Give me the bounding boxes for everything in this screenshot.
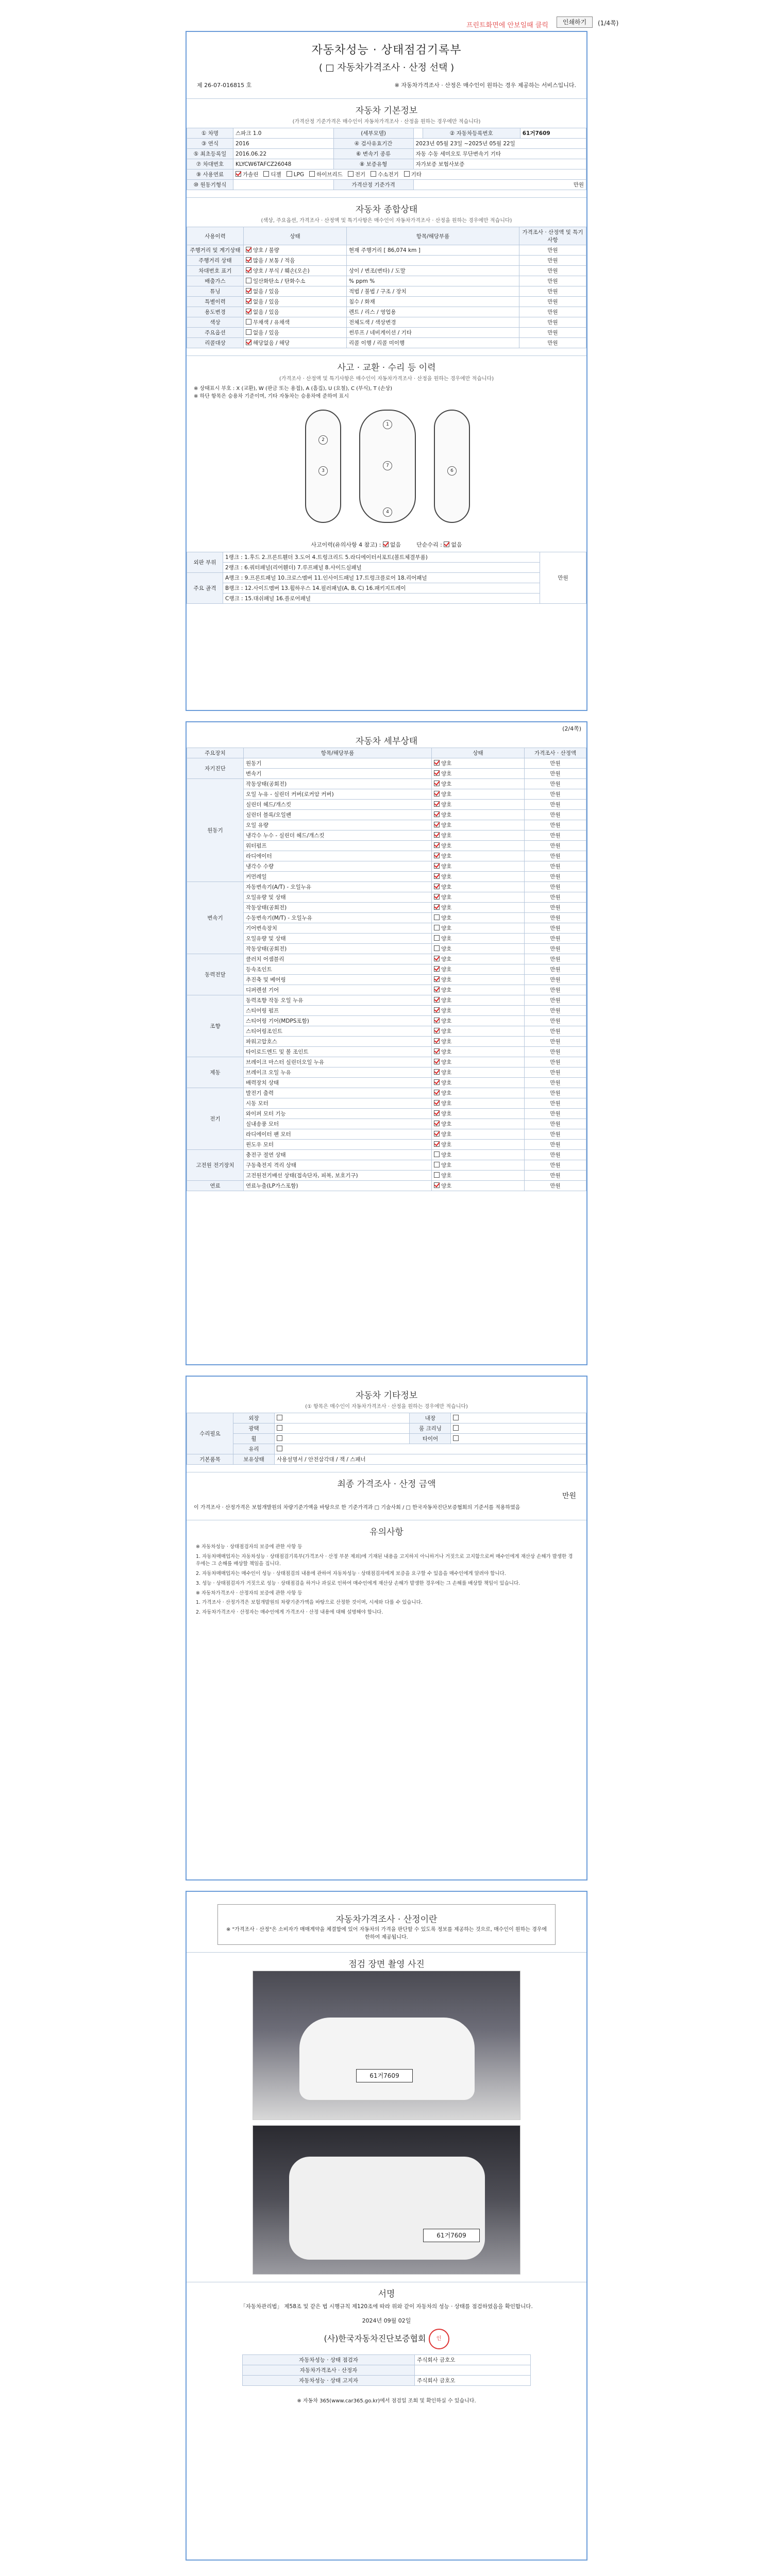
table-row: 냉각수 누수 - 실린더 헤드/개스킷 양호 만원 (187, 831, 586, 841)
checkbox-icon (246, 319, 251, 325)
table-row: 조향 동력조향 작동 오일 누유 양호 만원 (187, 995, 586, 1006)
checkbox-icon (246, 288, 251, 294)
checkbox-icon (434, 1110, 440, 1116)
table-row: 디퍼렌셜 기어 양호 만원 (187, 985, 586, 995)
table-row: ③ 연식 2016 ④ 검사유효기간 2023년 05월 23일 ~2025년 05월 22일 (187, 139, 586, 149)
table-row: 고전원전기배선 상태(접속단자, 피복, 보호기구) 양호 만원 (187, 1171, 586, 1181)
table-row: 유리 (187, 1444, 586, 1454)
table-row: 변속기 자동변속기(A/T) - 오일누유 양호 만원 (187, 882, 586, 892)
checkbox-icon (434, 1141, 440, 1147)
table-row: 등속조인트 양호 만원 (187, 964, 586, 975)
checkbox-icon (277, 1415, 282, 1420)
table-row: C랭크 : 15.대쉬패널 16.플로어패널 (187, 594, 586, 604)
accident-table (187, 552, 586, 604)
detail-title: 자동차 세부상태 (355, 736, 418, 747)
checkbox-icon (434, 935, 440, 941)
page-3 (186, 1376, 587, 1880)
table-row: 튜닝 없음 / 있음 적법 / 불법 / 구조 / 장치 만원 (187, 286, 586, 297)
panel-number: 2 (318, 435, 328, 445)
table-row: 배출가스 일산화탄소 / 탄화수소 % ppm % 만원 (187, 276, 586, 286)
page-4 (186, 1891, 587, 2561)
checkbox-icon (453, 1425, 459, 1431)
basic-info-title: 자동차 기본정보 (187, 98, 586, 116)
checkbox-icon (404, 171, 410, 177)
basic-info-table (187, 128, 586, 190)
valuation-intro-text: ※ "가격조사 · 산정"은 소비자가 매매계약을 체결함에 있어 자동차의 가격을 판단할 수 있도록 정보를 제공하는 것으로, 매수인이 원하는 경우에 한하여 제공됩니다. (226, 1927, 547, 1940)
page-indicator: (1/4쪽) (598, 20, 619, 27)
checkbox-icon (434, 1007, 440, 1013)
detail-table (187, 748, 586, 1191)
panel-number: 6 (447, 466, 457, 476)
checkbox-icon (434, 1131, 440, 1137)
valuation-intro-box (217, 1904, 556, 1945)
page-number: (2/4쪽) (562, 725, 581, 732)
table-row: 자기진단 원동기 양호 만원 (187, 758, 586, 769)
license-plate: 61거7609 (356, 2069, 413, 2082)
final-price-note: 이 가격조사 · 산정가격은 보험개발원의 차량기준가액을 바탕으로 한 기준가격과 □ 기술사회 / □ 한국자동차진단보증협회의 기준서를 적용하였음 (194, 1505, 520, 1511)
checkbox-icon (434, 884, 440, 889)
table-header-row: 사용이력 상태 항목/해당부품 가격조사 · 산정액 및 특기사항 (187, 227, 586, 245)
table-row: 오일유량 및 상태 양호 만원 (187, 934, 586, 944)
table-row: ① 차명 스파크 1.0 (세부모델) ② 자동차등록번호 61거7609 (187, 128, 586, 139)
table-row: 자동차성능 · 상태 점검자 주식회사 금호오 (243, 2355, 531, 2365)
etc-table (187, 1413, 586, 1465)
table-row: ⑤ 최초등록일 2016.06.22 ⑥ 변속기 종류 자동 수동 세미오토 무단변속기 기타 (187, 149, 586, 159)
table-row: ⑩ 원동기형식 가격산정 기준가격 만원 (187, 180, 586, 190)
fuel-options: 가솔린 디젤 LPG 하이브리드 전기 수소전기 기타 (233, 170, 586, 180)
table-row: 기어변속장치 양호 만원 (187, 923, 586, 934)
final-price-title: 최종 가격조사 · 산정 금액 (187, 1472, 586, 1489)
print-button[interactable]: 인쇄하기 (557, 16, 593, 28)
checkbox-icon (246, 309, 251, 314)
checkbox-icon (434, 956, 440, 961)
print-notice-link[interactable]: 프린트화면에 안보일때 클릭 (466, 22, 548, 29)
table-row: 제동 브레이크 마스터 실린더오일 누유 양호 만원 (187, 1057, 586, 1067)
panel-number: 3 (318, 466, 328, 476)
status-table (187, 227, 586, 348)
accident-note-1: ※ 상태표시 부호 : X (교환), W (판금 또는 용접), A (흠집), U (요철), C (부식), T (손상) (194, 386, 393, 392)
sign-date: 2024년 09월 02일 (362, 2317, 411, 2324)
checkbox-icon (434, 791, 440, 796)
table-row: 윈도우 모터 양호 만원 (187, 1140, 586, 1150)
table-row: 주요옵션 없음 / 있음 썬루프 / 네비게이션 / 기타 만원 (187, 328, 586, 338)
signer-table (242, 2354, 531, 2386)
checkbox-icon (287, 171, 292, 177)
table-row: 특별이력 없음 / 있음 침수 / 화재 만원 (187, 297, 586, 307)
table-row: 전기 발전기 출력 양호 만원 (187, 1088, 586, 1098)
accident-note-2: ※ 하단 항목은 승용차 기준이며, 기타 자동차는 승용차에 준하여 표시 (194, 394, 349, 399)
checkbox-icon (434, 945, 440, 951)
page-1 (186, 31, 587, 711)
checkbox-icon (434, 1151, 440, 1157)
final-price-value: 만원 (562, 1492, 576, 1500)
table-row: 수동변속기(M/T) - 오일누유 양호 만원 (187, 913, 586, 923)
table-row: 자동차성능 · 상태 고지자 주식회사 금호오 (243, 2376, 531, 2386)
checkbox-icon (277, 1425, 282, 1431)
table-row: 주요 골격 A랭크 : 9.프론트패널 10.크로스멤버 11.인사이드패널 17.트렁크플로어 18.리어패널 (187, 573, 586, 583)
checkbox-icon (246, 329, 251, 335)
checkbox-icon (246, 267, 251, 273)
checkbox-icon (434, 770, 440, 776)
table-row: 주행거리 상태 많음 / 보통 / 적음 만원 (187, 256, 586, 266)
checkbox-icon (434, 853, 440, 858)
checkbox-icon (434, 894, 440, 900)
checkbox-icon (277, 1446, 282, 1451)
valuation-intro-title: 자동차가격조사 · 산정이란 (335, 1914, 438, 1925)
document-head-note: ※ 자동차가격조사 · 산정은 매수인이 원하는 경우 제공하는 서비스입니다. (394, 82, 576, 89)
panel-number: 4 (383, 507, 392, 517)
table-row: 실린더 헤드/개스킷 양호 만원 (187, 800, 586, 810)
table-row: 추진축 및 베어링 양호 만원 (187, 975, 586, 985)
table-row: 리콜대상 해당없음 / 해당 리콜 이행 / 리콜 미이행 만원 (187, 338, 586, 348)
table-row: 오일유량 및 상태 양호 만원 (187, 892, 586, 903)
table-row: 스티어링 기어(MDPS포함) 양호 만원 (187, 1016, 586, 1026)
table-row: 실린더 블록/오일팬 양호 만원 (187, 810, 586, 820)
checkbox-icon (236, 171, 241, 177)
checkbox-icon (434, 1100, 440, 1106)
table-header-row: 주요장치 항목/해당부품 상태 가격조사 · 산정액 (187, 748, 586, 758)
table-row: 워터펌프 양호 만원 (187, 841, 586, 851)
table-row: 와이퍼 모터 기능 양호 만원 (187, 1109, 586, 1119)
table-row: 변속기 양호 만원 (187, 769, 586, 779)
basic-info-subtitle: (가격산정 기준가격은 매수인이 자동차가격조사 · 산정을 원하는 경우에만 적습니다) (292, 119, 481, 125)
document-header (187, 74, 586, 91)
checkbox-icon (434, 873, 440, 879)
checkbox-icon (434, 1090, 440, 1095)
checkbox-icon (434, 1038, 440, 1044)
checkbox-icon (277, 1435, 282, 1441)
rear-car-photo (253, 2125, 520, 2275)
table-row: 오일 누유 - 실린더 커버(로커암 커버) 양호 만원 (187, 789, 586, 800)
table-row: 시동 모터 양호 만원 (187, 1098, 586, 1109)
checkbox-icon (434, 1172, 440, 1178)
table-row: 실내송풍 모터 양호 만원 (187, 1119, 586, 1129)
table-row: 작동상태(공회전) 양호 만원 (187, 903, 586, 913)
table-row: 오일 유량 양호 만원 (187, 820, 586, 831)
checkbox-icon (434, 1069, 440, 1075)
table-row: 원동기 작동상태(공회전) 양호 만원 (187, 779, 586, 789)
table-row: 라디에이터 양호 만원 (187, 851, 586, 861)
checkbox-icon (453, 1415, 459, 1420)
table-row: 기본품목 보유상태 사용설명서 / 안전삼각대 / 잭 / 스패너 (187, 1454, 586, 1465)
checkbox-icon (309, 171, 315, 177)
table-row: 스티어링 펌프 양호 만원 (187, 1006, 586, 1016)
table-row: B랭크 : 12.사이드멤버 13.휠하우스 14.필러패널(A, B, C) 16.패키지트레이 (187, 583, 586, 594)
table-row: 주행거리 및 계기상태 양호 / 불량 현재 주행거리 [ 86,074 km ] 만원 (187, 245, 586, 256)
checkbox-icon (434, 822, 440, 827)
checkbox-icon (434, 811, 440, 817)
accident-title: 사고 · 교환 · 수리 등 이력 (187, 355, 586, 373)
checkbox-icon (434, 1121, 440, 1126)
front-car-photo (253, 1971, 520, 2120)
checkbox-icon (434, 781, 440, 786)
sign-text: 「자동차관리법」 제58조 및 같은 법 시행규칙 제120조에 따라 위와 같이 자동차의 성능 · 상태를 점검하였음을 확인합니다. (240, 2303, 533, 2310)
table-row: 광택 룸 크리닝 (187, 1423, 586, 1434)
checkbox-icon (371, 171, 376, 177)
table-row: 작동상태(공회전) 양호 만원 (187, 944, 586, 954)
panel-number: 7 (383, 461, 392, 470)
accident-subtitle: (가격조사 · 산정액 및 특기사항은 매수인이 자동차가격조사 · 산정을 원하는 경우에만 적습니다) (279, 376, 494, 382)
document-number: 제 26-07-016815 호 (197, 82, 252, 89)
checkbox-icon (434, 1182, 440, 1188)
checkbox-icon (348, 171, 354, 177)
table-row: 라디에이터 팬 모터 양호 만원 (187, 1129, 586, 1140)
checkbox-icon (434, 987, 440, 992)
status-subtitle: (색상, 주요옵션, 가격조사 · 산정액 및 특기사항은 매수인이 자동차가격조사 · 산정을 원하는 경우에만 적습니다) (261, 218, 512, 224)
checkbox-icon (383, 541, 389, 547)
seal-stamp-icon: 인 (429, 2329, 449, 2349)
etc-subtitle: (① 항목은 매수인이 자동차가격조사 · 산정을 원하는 경우에만 적습니다) (305, 1404, 468, 1410)
table-row: 색상 무채색 / 유채색 전체도색 / 색상변경 만원 (187, 317, 586, 328)
table-row: 동력전달 클러치 어셈블리 양호 만원 (187, 954, 586, 964)
table-row: 배력장치 상태 양호 만원 (187, 1078, 586, 1088)
document-title: 자동차성능 · 상태점검기록부 (311, 44, 462, 57)
sign-org: (사)한국자동차진단보증협회 인 (187, 2329, 586, 2349)
checkbox-icon (434, 1028, 440, 1033)
checkbox-icon (434, 760, 440, 766)
table-row: 2랭크 : 6.쿼터패널(리어휀더) 7.루프패널 8.사이드실패널 (187, 563, 586, 573)
checkbox-icon (434, 1059, 440, 1064)
table-row: 타이로드엔드 및 볼 조인트 양호 만원 (187, 1047, 586, 1057)
checkbox-icon (453, 1435, 459, 1441)
checkbox-icon (434, 925, 440, 930)
checkbox-icon (434, 801, 440, 807)
table-row: 연료 연료누출(LP가스포함) 양호 만원 (187, 1181, 586, 1191)
license-plate: 61거7609 (423, 2229, 480, 2242)
checkbox-icon (246, 340, 251, 345)
table-row: 냉각수 수량 양호 만원 (187, 861, 586, 872)
checkbox-icon (246, 298, 251, 304)
accident-legend: 사고이력(유의사항 4 참고) : 없음 단순수리 : 없음 (311, 541, 462, 548)
page-2 (186, 721, 587, 1365)
checkbox-icon (434, 914, 440, 920)
checkbox-icon (246, 257, 251, 263)
photo-title: 점검 장면 촬영 사진 (187, 1952, 586, 1970)
sign-footer: ※ 자동차 365(www.car365.go.kr)에서 점검일 조회 및 확인하실 수 있습니다. (297, 2398, 476, 2404)
checkbox-icon (246, 247, 251, 252)
notice-title: 유의사항 (187, 1520, 586, 1537)
table-row: 스티어링조인트 양호 만원 (187, 1026, 586, 1037)
table-row: 고전원 전기장치 충전구 절연 상태 양호 만원 (187, 1150, 586, 1160)
table-row: 구동축전지 격리 상태 양호 만원 (187, 1160, 586, 1171)
checkbox-icon (434, 1079, 440, 1085)
checkbox-icon (434, 842, 440, 848)
panel-number: 1 (383, 420, 392, 429)
table-row: 브레이크 오일 누유 양호 만원 (187, 1067, 586, 1078)
document-subtitle: ( □ 자동차가격조사 · 산정 선택 ) (318, 62, 455, 73)
table-row: 휠 타이어 (187, 1434, 586, 1444)
etc-title: 자동차 기타정보 (355, 1391, 418, 1401)
table-row: 용도변경 없음 / 있음 렌트 / 리스 / 영업용 만원 (187, 307, 586, 317)
status-title: 자동차 종합상태 (187, 197, 586, 215)
table-row: 외판 부위 1랭크 : 1.후드 2.프론트휀더 3.도어 4.트렁크리드 5.라디에이터서포트(볼트체결부품) 만원 (187, 552, 586, 563)
table-row: 커먼레일 양호 만원 (187, 872, 586, 882)
checkbox-icon (434, 976, 440, 982)
table-row: ⑦ 차대번호 KLYCW6TAFCZ26048 ⑧ 보증유형 자가보증 보험사보증 (187, 159, 586, 170)
table-row: 파워고압호스 양호 만원 (187, 1037, 586, 1047)
checkbox-icon (246, 278, 251, 283)
checkbox-icon (434, 832, 440, 838)
sign-title: 서명 (187, 2282, 586, 2299)
checkbox-icon (434, 1048, 440, 1054)
table-row: 수리필요 외장 내장 (187, 1413, 586, 1423)
checkbox-icon (434, 1162, 440, 1167)
table-row: ⑨ 사용연료 가솔린 디젤 LPG 하이브리드 전기 수소전기 기타 (187, 170, 586, 180)
notice-body: ※ 자동차성능 · 상태점검자의 보증에 관한 사항 등 1. 자동차매매업자는 자동차성능 · 상태점검기록부(가격조사 · 산정 부분 제외)에 기재된 내용을 고지하지 아니하거나 거짓으로 고지함으로써 매수인에게 재산상 손해가 발생한 경우에는 그 손해를 배상할 책임을 집니다. 2. 자동차매매업자는 매수인이 성능 · 상태점검의 내용에 관하여 자동차성능 · 상태점검자에게 보증을 요구할 수 있음을 매수인에게 알려야 합니다. 3. 성능 · 상태점검자가 거짓으로 성능 · 상태점검을 하거나 과실로 인하여 매수인에게 재산상 손해가 발생한 경우에는 그 손해를 배상할 책임이 있습니다. ※ 자동차가격조사 · 산정자의 보증에 관한 사항 등 1. 가격조사 · 산정가격은 보험개발원의 차량기준가액을 바탕으로 산정한 것이며, 시세와 다를 수 있습니다. 2. 자동차가격조사 · 산정자는 매수인에게 가격조사 · 산정 내용에 대해 설명해야 합니다. (196, 1544, 573, 1616)
checkbox-icon (434, 997, 440, 1003)
checkbox-icon (434, 1018, 440, 1023)
checkbox-icon (444, 541, 449, 547)
checkbox-icon (434, 966, 440, 972)
checkbox-icon (434, 863, 440, 869)
table-row: 차대번호 표기 양호 / 부식 / 훼손(오손) 상이 / 변조(변타) / 도말 만원 (187, 266, 586, 276)
car-panel-diagram (187, 404, 586, 533)
table-row: 자동차가격조사 · 산정자 (243, 2365, 531, 2376)
checkbox-icon (263, 171, 269, 177)
checkbox-icon (434, 904, 440, 910)
